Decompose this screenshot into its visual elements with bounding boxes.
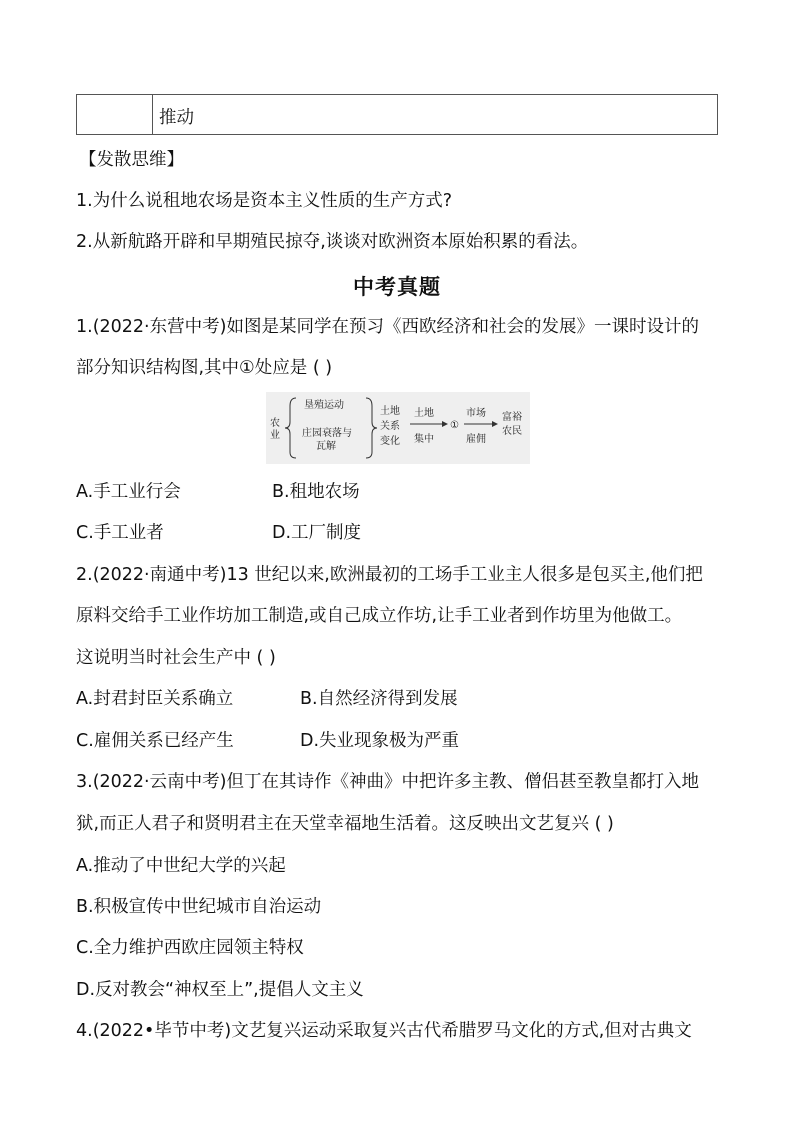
question-4-line-1: 4.(2022•毕节中考)文艺复兴运动采取复兴古代希腊罗马文化的方式,但对古典文: [76, 1021, 692, 1041]
right-brace: [366, 398, 377, 458]
diagram-left-label-1: 农: [270, 418, 280, 429]
question-1-line-2: 部分知识结构图,其中①处应是 ( ): [76, 358, 333, 378]
diagram-arrow1-label-2: 集中: [414, 434, 434, 445]
section-heading: 中考真题: [353, 275, 441, 299]
diagram-arrow2-label-1: 市场: [466, 408, 486, 419]
question-3-option-a: A.推动了中世纪大学的兴起: [76, 856, 286, 876]
question-2-line-2: 原料交给手工业作坊加工制造,或自己成立作坊,让手工业者到作坊里为他做工。: [76, 606, 683, 626]
arrow-2-head: [492, 421, 498, 427]
diagram-col1-line-1: 土地: [380, 406, 400, 417]
question-3-option-d: D.反对教会“神权至上”,提倡人文主义: [76, 980, 364, 1000]
question-2-option-d: D.失业现象极为严重: [300, 731, 460, 751]
knowledge-structure-diagram: [266, 392, 530, 464]
diagram-svg: [266, 392, 530, 464]
question-2-option-b: B.自然经济得到发展: [300, 689, 458, 709]
question-3-line-2: 狱,而正人君子和贤明君主在天堂幸福地生活着。这反映出文艺复兴 ( ): [76, 814, 614, 834]
answer-table-row: [76, 94, 718, 135]
question-2-option-c: C.雇佣关系已经产生: [76, 731, 234, 751]
question-2-line-3: 这说明当时社会生产中 ( ): [76, 648, 276, 668]
diagram-left-label-2: 业: [270, 430, 280, 441]
question-3-option-c: C.全力维护西欧庄园领主特权: [76, 938, 304, 958]
divergent-question-2: 2.从新航路开辟和早期殖民掠夺,谈谈对欧洲资本原始积累的看法。: [76, 232, 589, 252]
diagram-col1-line-3: 变化: [380, 436, 400, 447]
question-1-option-c: C.手工业者: [76, 523, 164, 543]
diagram-branch-1: 垦殖运动: [304, 400, 344, 411]
question-2-line-1: 2.(2022·南通中考)13 世纪以来,欧洲最初的工场手工业主人很多是包买主,他们把: [76, 565, 703, 585]
diagram-arrow1-label-1: 土地: [414, 408, 434, 419]
diagram-end-line-2: 农民: [502, 426, 522, 437]
diagram-arrow2-label-2: 雇佣: [466, 434, 486, 445]
question-1-line-1: 1.(2022·东营中考)如图是某同学在预习《西欧经济和社会的发展》一课时设计的: [76, 317, 699, 337]
question-1-option-b: B.租地农场: [272, 482, 360, 502]
divergent-question-1: 1.为什么说租地农场是资本主义性质的生产方式?: [76, 191, 452, 211]
question-2-option-a: A.封君封臣关系确立: [76, 689, 234, 709]
diagram-branch-2-line-2: 瓦解: [316, 441, 336, 452]
arrow-1-head: [442, 421, 448, 427]
diagram-branch-2-line-1: 庄园衰落与: [302, 428, 352, 439]
question-3-line-1: 3.(2022·云南中考)但丁在其诗作《神曲》中把许多主教、僧侣甚至教皇都打入地: [76, 772, 699, 792]
table-cell: 推动: [159, 108, 194, 128]
table-column-divider: [152, 95, 153, 134]
diagram-col1-line-2: 关系: [380, 421, 400, 432]
question-1-option-a: A.手工业行会: [76, 482, 181, 502]
question-3-option-b: B.积极宣传中世纪城市自治运动: [76, 897, 322, 917]
left-brace: [285, 398, 296, 458]
diagram-blank-circle: ①: [450, 420, 459, 431]
question-1-option-d: D.工厂制度: [272, 523, 362, 543]
divergent-thinking-title: 【发散思维】: [79, 150, 184, 170]
diagram-end-line-1: 富裕: [502, 412, 522, 423]
